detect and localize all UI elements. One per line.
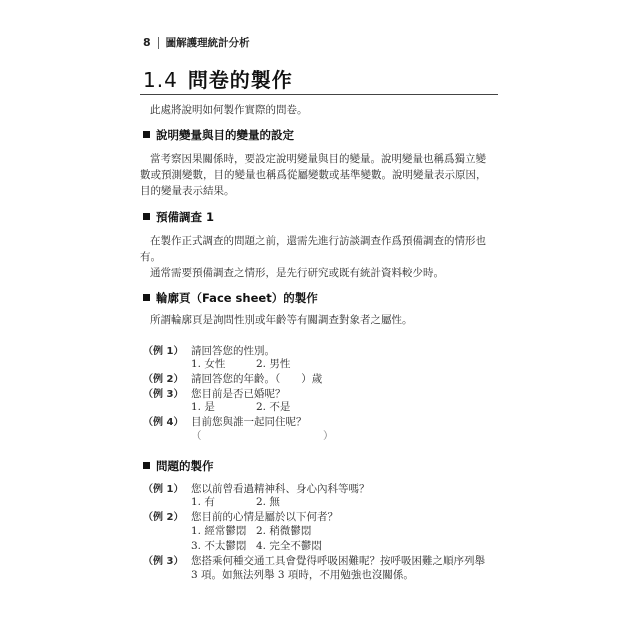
answer-option: 2. 男性 xyxy=(256,358,291,370)
example-label: （例 4） xyxy=(143,417,184,428)
square-bullet-icon xyxy=(143,462,150,469)
example-question: 請回答您的年齡。（ ）歲 xyxy=(191,373,323,385)
heading-variables: 說明變量與目的變量的設定 xyxy=(143,127,294,143)
example-question: 您以前曾看過精神科、身心內科等嗎？ xyxy=(191,483,370,495)
running-header xyxy=(143,35,250,50)
example-question: 您搭乘何種交通工具會覺得呼吸困難呢？按呼吸困難之順序列舉 xyxy=(191,555,485,567)
square-bullet-icon xyxy=(143,294,150,301)
page-number: 8 xyxy=(143,36,151,49)
blank-open-paren: （ xyxy=(191,430,202,442)
example-question: 目前您與誰一起同住呢？ xyxy=(191,416,307,428)
answer-option: 1. 經常鬱悶 xyxy=(191,525,247,537)
answer-option: 1. 有 xyxy=(191,496,215,508)
heading-questions: 問題的製作 xyxy=(143,458,214,474)
square-bullet-icon xyxy=(143,131,150,138)
section-title xyxy=(143,64,293,93)
answer-option: 3. 不太鬱悶 xyxy=(191,540,247,552)
blank-close-paren: ） xyxy=(323,430,334,442)
answer-option: 1. 是 xyxy=(191,401,215,413)
example-question: 您目前的心情是屬於以下何者？ xyxy=(191,511,338,523)
header-divider xyxy=(158,37,159,49)
heading-face-sheet: 輪廓頁（Face sheet）的製作 xyxy=(143,290,318,306)
example-label: （例 1） xyxy=(143,484,184,495)
example-label: （例 2） xyxy=(143,512,184,523)
example-question: 請回答您的性別。 xyxy=(191,345,275,357)
answer-option: 2. 不是 xyxy=(256,401,291,413)
answer-option: 2. 稍微鬱悶 xyxy=(256,525,312,537)
face-sheet-description: 所謂輪廓頁是詢問性別或年齡等有關調查對象者之屬性。 xyxy=(150,314,413,326)
paragraph-line: 數或預測變數，目的變量也稱爲從屬變數或基準變數。說明變量表示原因， xyxy=(140,169,487,181)
paragraph-line: 目的變量表示結果。 xyxy=(140,185,235,197)
example-label: （例 3） xyxy=(143,389,184,400)
heading-pilot-survey: 預備調查 1 xyxy=(143,209,214,225)
example-label: （例 1） xyxy=(143,346,184,357)
title-underline xyxy=(140,94,498,95)
section-title-text: 問卷的製作 xyxy=(187,68,293,92)
section-number: 1.4 xyxy=(143,68,178,92)
example-item xyxy=(143,552,485,568)
answer-option: 1. 女性 xyxy=(191,358,226,370)
answer-option: 4. 完全不鬱悶 xyxy=(256,540,322,552)
example-item xyxy=(143,413,307,429)
paragraph-line: 在製作正式調查的問題之前，還需先進行訪談調查作爲預備調查的情形也 xyxy=(150,235,486,247)
square-bullet-icon xyxy=(143,213,150,220)
example-question-continued: 3 項。如無法列舉 3 項時，不用勉強也沒關係。 xyxy=(191,569,414,581)
example-label: （例 2） xyxy=(143,374,184,385)
paragraph-line: 有。 xyxy=(140,251,161,263)
example-question: 您目前是否已婚呢？ xyxy=(191,388,286,400)
example-item xyxy=(143,508,338,524)
paragraph-line: 當考察因果關係時，要設定說明變量與目的變量。說明變量也稱爲獨立變 xyxy=(150,153,486,165)
example-item xyxy=(143,370,322,386)
intro-text: 此處將說明如何製作實際的問卷。 xyxy=(150,104,308,116)
example-label: （例 3） xyxy=(143,556,184,567)
answer-option: 2. 無 xyxy=(256,496,280,508)
book-title: 圖解護理統計分析 xyxy=(165,37,250,49)
paragraph-line: 通常需要預備調查之情形，是先行研究或既有統計資料較少時。 xyxy=(150,267,444,279)
